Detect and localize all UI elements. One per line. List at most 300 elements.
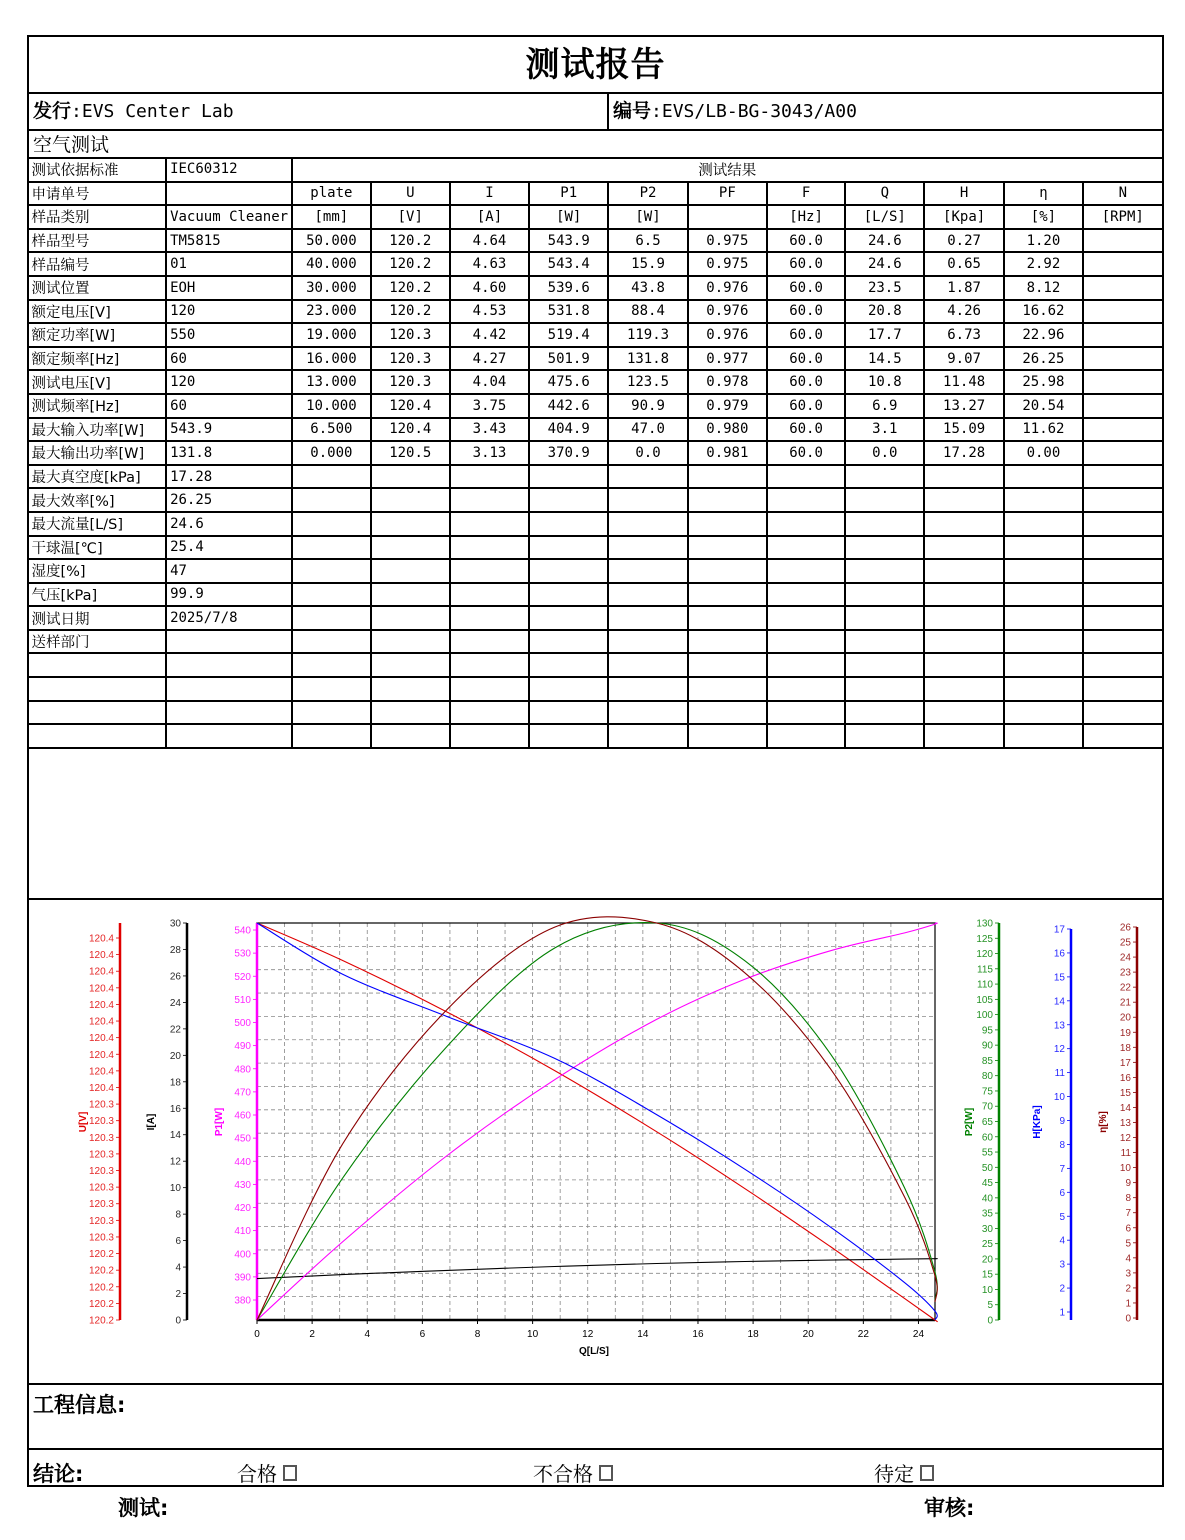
info-value: 2025/7/8 (166, 606, 292, 630)
svg-text:120.2: 120.2 (88, 1315, 114, 1327)
x-axis-label: Q[L/S] (579, 1346, 609, 1357)
svg-text:1: 1 (1059, 1307, 1065, 1319)
result-cell: 120.2 (371, 300, 450, 324)
column-header: PF (688, 182, 767, 206)
svg-text:13: 13 (1119, 1118, 1131, 1129)
info-value: 47 (166, 559, 292, 583)
tester-signature: 测试: (118, 1496, 169, 1520)
svg-text:120.4: 120.4 (88, 1082, 114, 1094)
svg-text:22: 22 (857, 1329, 869, 1340)
result-cell: 120.2 (371, 229, 450, 253)
svg-text:120.4: 120.4 (88, 1033, 114, 1045)
svg-text:20: 20 (1119, 1012, 1131, 1024)
svg-text:530: 530 (234, 948, 251, 960)
result-cell: 0.65 (924, 252, 1003, 276)
y-axis-label: H[KPa] (1032, 1105, 1043, 1139)
issuer-label: 发行 (33, 100, 72, 122)
svg-text:24: 24 (169, 997, 181, 1009)
svg-text:85: 85 (981, 1055, 993, 1067)
svg-text:15: 15 (1119, 1087, 1131, 1099)
result-cell: 60.0 (767, 441, 845, 465)
svg-text:45: 45 (981, 1178, 993, 1190)
svg-text:5: 5 (1125, 1238, 1131, 1250)
result-cell: 0.976 (688, 323, 767, 347)
result-cell: 88.4 (608, 300, 687, 324)
result-cell: 60.0 (767, 347, 845, 371)
result-cell: 60.0 (767, 370, 845, 394)
result-cell: 0.978 (688, 370, 767, 394)
performance-chart (29, 900, 1162, 1385)
result-cell: 50.000 (292, 229, 371, 253)
svg-text:120.3: 120.3 (88, 1099, 114, 1111)
svg-text:120.2: 120.2 (88, 1298, 114, 1310)
svg-text:30: 30 (981, 1223, 993, 1235)
info-value: 131.8 (166, 441, 292, 465)
result-cell: 8.12 (1004, 276, 1083, 300)
svg-text:100: 100 (976, 1010, 993, 1022)
option-pass[interactable] (237, 1458, 297, 1487)
result-cell: 120.5 (371, 441, 450, 465)
option-fail[interactable] (533, 1458, 613, 1487)
svg-text:4: 4 (175, 1262, 181, 1274)
svg-text:25: 25 (981, 1239, 993, 1251)
svg-text:15: 15 (1053, 972, 1065, 984)
svg-text:24: 24 (912, 1329, 925, 1340)
conclusion-label: 结论: (33, 1462, 84, 1486)
info-label: 最大流量[L/S] (29, 512, 167, 536)
info-label: 最大效率[%] (29, 488, 167, 512)
info-label: 样品型号 (29, 229, 167, 253)
result-cell: 17.28 (924, 441, 1003, 465)
result-cell: 20.8 (845, 300, 924, 324)
info-value: 60 (166, 347, 292, 371)
column-header: I (450, 182, 529, 206)
result-cell: 404.9 (529, 418, 608, 442)
result-cell: 47.0 (608, 418, 687, 442)
column-unit: [W] (529, 205, 608, 229)
result-cell: 0.27 (924, 229, 1003, 253)
svg-text:24: 24 (1119, 952, 1131, 964)
svg-text:460: 460 (234, 1110, 251, 1122)
result-cell: 0.976 (688, 276, 767, 300)
column-unit: [RPM] (1083, 205, 1161, 229)
svg-text:6: 6 (1125, 1223, 1131, 1235)
svg-text:120.2: 120.2 (88, 1265, 114, 1277)
svg-text:6: 6 (419, 1329, 426, 1340)
result-cell: 2.92 (1004, 252, 1083, 276)
result-cell: 6.73 (924, 323, 1003, 347)
svg-text:4: 4 (1125, 1253, 1131, 1265)
svg-text:26: 26 (169, 971, 181, 983)
svg-text:30: 30 (169, 918, 181, 930)
result-cell: 3.43 (450, 418, 529, 442)
result-cell: 543.9 (529, 229, 608, 253)
info-value: 99.9 (166, 583, 292, 607)
svg-text:2: 2 (309, 1329, 315, 1340)
info-value: TM5815 (166, 229, 292, 253)
result-cell: 0.977 (688, 347, 767, 371)
svg-text:440: 440 (234, 1156, 251, 1168)
svg-text:12: 12 (169, 1156, 181, 1168)
result-cell: 120.4 (371, 418, 450, 442)
svg-text:16: 16 (169, 1103, 181, 1115)
svg-text:5: 5 (987, 1300, 993, 1312)
info-value: 543.9 (166, 418, 292, 442)
pending-checkbox[interactable] (920, 1465, 934, 1481)
info-label: 测试依据标准 (29, 158, 167, 182)
svg-text:510: 510 (234, 994, 251, 1006)
result-cell: 442.6 (529, 394, 608, 418)
svg-text:9: 9 (1059, 1116, 1065, 1127)
svg-text:120: 120 (976, 949, 993, 961)
info-label: 最大输出功率[W] (29, 441, 167, 465)
svg-text:450: 450 (234, 1133, 251, 1145)
svg-text:0: 0 (987, 1315, 993, 1327)
column-unit: [Hz] (767, 205, 845, 229)
svg-text:4: 4 (1059, 1235, 1065, 1247)
result-cell: 15.9 (608, 252, 687, 276)
info-label: 申请单号 (29, 182, 167, 206)
report-title: 测试报告 (29, 37, 1162, 94)
result-cell: 15.09 (924, 418, 1003, 442)
info-value: EOH (166, 276, 292, 300)
svg-text:75: 75 (981, 1086, 993, 1098)
result-cell: 120.2 (371, 252, 450, 276)
svg-text:14: 14 (1053, 996, 1065, 1008)
info-label: 干球温[℃] (29, 536, 167, 560)
svg-text:540: 540 (234, 925, 251, 937)
result-cell: 40.000 (292, 252, 371, 276)
svg-text:12: 12 (1053, 1044, 1065, 1056)
svg-text:55: 55 (981, 1147, 993, 1159)
result-cell: 30.000 (292, 276, 371, 300)
result-cell: 6.9 (845, 394, 924, 418)
series-U (257, 923, 937, 1322)
svg-text:8: 8 (175, 1209, 181, 1221)
svg-text:500: 500 (234, 1018, 251, 1029)
option-pending-label: 待定 (874, 1462, 914, 1486)
result-cell: 13.000 (292, 370, 371, 394)
column-header: H (924, 182, 1003, 206)
svg-text:20: 20 (981, 1254, 993, 1266)
info-value: IEC60312 (166, 158, 292, 182)
info-value: 25.4 (166, 536, 292, 560)
result-cell: 3.13 (450, 441, 529, 465)
svg-text:120.4: 120.4 (88, 933, 114, 945)
svg-text:23: 23 (1119, 967, 1131, 979)
column-header: η (1004, 182, 1083, 206)
svg-text:17: 17 (1053, 924, 1065, 936)
result-cell: 120.3 (371, 370, 450, 394)
svg-text:0: 0 (175, 1315, 181, 1327)
result-cell: 11.62 (1004, 418, 1083, 442)
result-cell: 23.000 (292, 300, 371, 324)
result-cell: 120.3 (371, 347, 450, 371)
column-header: F (767, 182, 845, 206)
svg-text:9: 9 (1125, 1178, 1131, 1190)
option-pass-label: 合格 (237, 1462, 277, 1486)
svg-text:105: 105 (976, 994, 993, 1006)
info-value: 17.28 (166, 465, 292, 489)
result-cell: 10.000 (292, 394, 371, 418)
result-cell: 4.04 (450, 370, 529, 394)
result-cell: 25.98 (1004, 370, 1083, 394)
engineering-info (29, 1385, 1162, 1450)
info-label: 样品类别 (29, 205, 167, 229)
svg-text:14: 14 (1119, 1102, 1131, 1114)
svg-text:95: 95 (981, 1025, 993, 1037)
result-cell: 4.53 (450, 300, 529, 324)
svg-text:470: 470 (234, 1087, 251, 1099)
result-cell: 370.9 (529, 441, 608, 465)
svg-text:400: 400 (234, 1249, 251, 1261)
column-header: Q (845, 182, 924, 206)
svg-text:120.4: 120.4 (88, 983, 114, 995)
chart-svg (2, 2, 1185, 1540)
svg-text:120.4: 120.4 (88, 950, 114, 962)
result-cell: 6.5 (608, 229, 687, 253)
result-cell: 60.0 (767, 323, 845, 347)
svg-text:3: 3 (1125, 1268, 1131, 1280)
conclusion-row (29, 1450, 1162, 1486)
svg-text:7: 7 (1125, 1208, 1131, 1220)
number-label: 编号 (613, 100, 652, 122)
svg-text:18: 18 (169, 1077, 181, 1089)
svg-text:115: 115 (977, 964, 993, 976)
info-label: 最大真空度[kPa] (29, 465, 167, 489)
result-cell: 0.00 (1004, 441, 1083, 465)
test-report-page (27, 35, 1164, 1487)
svg-text:120.3: 120.3 (88, 1232, 114, 1244)
result-cell: 17.7 (845, 323, 924, 347)
result-cell: 543.4 (529, 252, 608, 276)
result-cell: 120.3 (371, 323, 450, 347)
svg-text:120.3: 120.3 (88, 1199, 114, 1211)
info-label: 样品编号 (29, 252, 167, 276)
svg-text:120.3: 120.3 (88, 1116, 114, 1128)
result-cell: 3.1 (845, 418, 924, 442)
result-cell: 4.27 (450, 347, 529, 371)
result-cell: 119.3 (608, 323, 687, 347)
svg-text:11: 11 (1120, 1148, 1131, 1160)
result-cell: 131.8 (608, 347, 687, 371)
column-header: plate (292, 182, 371, 206)
svg-text:13: 13 (1053, 1020, 1065, 1032)
column-unit: [mm] (292, 205, 371, 229)
result-cell: 90.9 (608, 394, 687, 418)
info-value: 550 (166, 323, 292, 347)
svg-text:120.3: 120.3 (88, 1166, 114, 1178)
result-cell: 475.6 (529, 370, 608, 394)
svg-text:8: 8 (474, 1329, 481, 1340)
result-cell: 24.6 (845, 252, 924, 276)
svg-text:120.4: 120.4 (88, 999, 114, 1011)
y-axis-label: U[V] (78, 1111, 89, 1133)
info-label: 额定功率[W] (29, 323, 167, 347)
svg-text:16: 16 (1053, 948, 1065, 960)
column-unit: [W] (608, 205, 687, 229)
svg-text:16: 16 (692, 1329, 704, 1340)
result-cell: 4.26 (924, 300, 1003, 324)
column-header: N (1083, 182, 1161, 206)
result-cell: 13.27 (924, 394, 1003, 418)
info-label: 额定电压[V] (29, 300, 167, 324)
svg-text:2: 2 (1125, 1283, 1131, 1295)
option-fail-label: 不合格 (533, 1462, 593, 1486)
svg-text:2: 2 (175, 1289, 181, 1301)
option-pending[interactable] (874, 1458, 934, 1487)
result-cell: 60.0 (767, 300, 845, 324)
result-cell: 11.48 (924, 370, 1003, 394)
y-axis-label: η[%] (1098, 1111, 1109, 1133)
result-cell: 0.980 (688, 418, 767, 442)
result-cell: 123.5 (608, 370, 687, 394)
svg-text:120.2: 120.2 (88, 1282, 114, 1294)
column-header: P2 (608, 182, 687, 206)
svg-text:125: 125 (976, 933, 993, 945)
result-cell: 60.0 (767, 252, 845, 276)
column-unit: [Kpa] (924, 205, 1003, 229)
result-cell: 60.0 (767, 394, 845, 418)
svg-text:18: 18 (1119, 1042, 1131, 1054)
svg-text:6: 6 (175, 1236, 181, 1248)
result-cell: 0.000 (292, 441, 371, 465)
y-axis-label: P2[W] (964, 1107, 975, 1137)
svg-text:35: 35 (981, 1208, 993, 1220)
svg-text:6: 6 (1059, 1187, 1065, 1199)
column-header: U (371, 182, 450, 206)
svg-text:8: 8 (1125, 1193, 1131, 1205)
svg-text:17: 17 (1119, 1057, 1131, 1069)
svg-text:11: 11 (1054, 1068, 1065, 1080)
info-value: 24.6 (166, 512, 292, 536)
info-label: 测试位置 (29, 276, 167, 300)
svg-text:390: 390 (234, 1272, 251, 1284)
svg-text:120.2: 120.2 (88, 1249, 114, 1261)
result-cell: 0.981 (688, 441, 767, 465)
info-value: 60 (166, 394, 292, 418)
svg-text:10: 10 (527, 1329, 539, 1340)
svg-text:7: 7 (1059, 1163, 1065, 1175)
svg-text:130: 130 (976, 918, 993, 930)
svg-text:380: 380 (234, 1295, 251, 1307)
result-cell: 0.975 (688, 252, 767, 276)
svg-text:18: 18 (747, 1329, 759, 1340)
info-label: 测试电压[V] (29, 370, 167, 394)
info-label: 测试频率[Hz] (29, 394, 167, 418)
svg-text:2: 2 (1059, 1283, 1065, 1295)
chart-axes (78, 919, 1137, 1358)
result-cell: 23.5 (845, 276, 924, 300)
result-cell: 4.64 (450, 229, 529, 253)
svg-text:410: 410 (234, 1226, 251, 1238)
reviewer-signature: 审核: (924, 1496, 975, 1520)
svg-text:1: 1 (1125, 1298, 1131, 1310)
result-cell: 4.60 (450, 276, 529, 300)
svg-text:120.4: 120.4 (88, 1049, 114, 1061)
results-heading: 测试结果 (292, 158, 1161, 182)
result-cell: 120.2 (371, 276, 450, 300)
column-unit: [L/S] (845, 205, 924, 229)
series-I (257, 1259, 937, 1279)
svg-text:480: 480 (234, 1064, 251, 1076)
svg-text:14: 14 (169, 1130, 181, 1142)
svg-text:120.3: 120.3 (88, 1215, 114, 1227)
info-value: 120 (166, 300, 292, 324)
result-cell: 10.8 (845, 370, 924, 394)
result-cell: 0.0 (608, 441, 687, 465)
result-cell: 24.6 (845, 229, 924, 253)
result-cell: 531.8 (529, 300, 608, 324)
result-cell: 60.0 (767, 276, 845, 300)
result-cell: 0.975 (688, 229, 767, 253)
result-cell: 16.62 (1004, 300, 1083, 324)
svg-text:120.4: 120.4 (88, 1016, 114, 1028)
svg-text:28: 28 (169, 944, 181, 956)
svg-text:60: 60 (981, 1132, 993, 1144)
info-label: 额定频率[Hz] (29, 347, 167, 371)
info-value: 120 (166, 370, 292, 394)
result-cell: 120.4 (371, 394, 450, 418)
svg-text:65: 65 (981, 1117, 993, 1128)
svg-text:490: 490 (234, 1041, 251, 1053)
svg-text:120.3: 120.3 (88, 1132, 114, 1144)
svg-text:10: 10 (169, 1183, 181, 1195)
info-label: 送样部门 (29, 630, 167, 654)
result-cell: 43.8 (608, 276, 687, 300)
info-value: 01 (166, 252, 292, 276)
svg-text:80: 80 (981, 1071, 993, 1083)
svg-text:15: 15 (981, 1269, 993, 1281)
result-cell: 4.63 (450, 252, 529, 276)
svg-text:430: 430 (234, 1179, 251, 1191)
svg-text:420: 420 (234, 1203, 251, 1214)
result-cell: 539.6 (529, 276, 608, 300)
svg-text:22: 22 (169, 1024, 181, 1036)
svg-text:10: 10 (1119, 1163, 1131, 1175)
info-value: Vacuum Cleaner (166, 205, 292, 229)
number-value: :EVS/LB-BG-3043/A00 (651, 101, 857, 122)
result-cell: 14.5 (845, 347, 924, 371)
issuer-value: :EVS Center Lab (71, 101, 234, 122)
svg-text:4: 4 (364, 1329, 371, 1340)
info-label: 湿度[%] (29, 559, 167, 583)
result-cell: 19.000 (292, 323, 371, 347)
column-unit: [%] (1004, 205, 1083, 229)
svg-text:12: 12 (582, 1329, 594, 1340)
fail-checkbox[interactable] (599, 1465, 613, 1481)
result-cell: 3.75 (450, 394, 529, 418)
svg-text:120.3: 120.3 (88, 1149, 114, 1161)
result-cell: 501.9 (529, 347, 608, 371)
svg-text:120.4: 120.4 (88, 966, 114, 978)
svg-text:520: 520 (234, 971, 251, 983)
svg-text:10: 10 (981, 1284, 993, 1296)
svg-text:120.3: 120.3 (88, 1182, 114, 1194)
svg-text:0: 0 (254, 1329, 260, 1340)
result-cell: 16.000 (292, 347, 371, 371)
svg-text:16: 16 (1119, 1072, 1131, 1084)
svg-text:26: 26 (1119, 922, 1131, 934)
column-unit: [V] (371, 205, 450, 229)
svg-text:0: 0 (1125, 1313, 1131, 1325)
svg-text:10: 10 (1053, 1092, 1065, 1104)
pass-checkbox[interactable] (283, 1465, 297, 1481)
svg-text:3: 3 (1059, 1259, 1065, 1271)
result-cell: 60.0 (767, 229, 845, 253)
y-axis-label: P1[W] (214, 1107, 225, 1137)
result-cell: 0.979 (688, 394, 767, 418)
